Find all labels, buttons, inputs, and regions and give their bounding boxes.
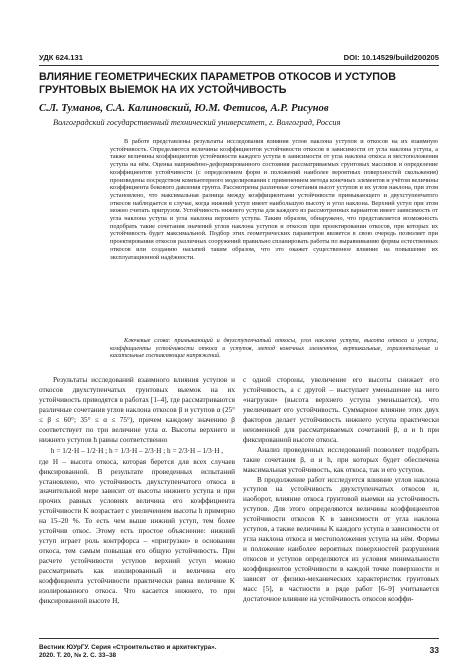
doi-code: DOI: 10.14529/build200205 (343, 53, 439, 62)
page-number: 33 (429, 645, 439, 655)
body-column-right (243, 376, 439, 605)
header-rule (39, 65, 439, 66)
abstract-paragraph: В работе представлены результаты исследования влияния углов наклона уступов и откосов на их взаимную устойчивость. Определяются величины коэффициентов устойчивости откосов в зависимости от угла наклона уступа, а также величины коэффициентов устойчивости каждого уступа в зависимости от угла наклона откоса и местоположения уступа на нём. Оценка напряжённо-деформированного состояния рассматриваемых грунтовых массивов и определение коэффициентов устойчивости (с определением форм и положений наиболее вероятных поверхностей скольжения) произведены посредством компьютерного моделирования с применением метода конечных элементов и учётом величины коэффициента бокового давления грунта. Рассмотрены различные сочетания высот уступов и их углов наклона, при этом установлено, что максимальная разница между коэффициентами устойчивости примыкающего и двухступенчатого откосов наблюдается в случае, когда нижний уступ имеет наибольшую высоту и угол наклона. Верхний уступ при этом можно считать пригрузом. Устойчивость нижнего уступа для каждого из рассмотренных вариантов имеет зависимость от угла наклона уступа и угла наклона верхнего уступа. Таким образом, обнаружено, что представляется возможность подобрать такие сочетания значений углов наклона уступов и откосов при проектировании откосов, при которых их устойчивость будет максимальной. Подбор этих геометрических параметров является в свою очередь позволяет при проектировании откосов различных сооружений правильно спланировать работы по выравниванию формы естественных откосов или созданию насыпей таким образом, что это окажет существенное влияние на повышение их эксплуатационной надёжности. (110, 138, 438, 261)
udk-code: УДК 624.131 (39, 53, 83, 62)
body-paragraph: В продолжение работ исследуется влияние углов наклона уступов на устойчивость двухступенчатых откосов и, наоборот, влияние откоса грунтовой выемки на устойчивость уступов. Для этого определяются величины коэффициентов устойчивости откосов K в зависимости от угла наклона уступов, а также величины K каждого уступа в зависимости от угла наклона откоса и местоположения уступа на нём. Формы и положение наиболее вероятных поверхностей разрушения откосов и уступов определяются из условия минимальности коэффициентов устойчивости в каждой точке поверхности и зависят от физико-механических характеристик грунтовых масс [5], в частности в ряде работ [6–9] учитывается достаточное влияние на устойчивость откосов коэффи- (243, 475, 439, 603)
journal-issue: 2020. Т. 20, № 2. С. 33–38 (39, 652, 117, 659)
body-paragraph: где H – высота откоса, которая берется для всех случаев фиксированной. В результате проведенных испытаний установлено, что устойчивость двухступенчатого откоса в значительной мере зависит от высоты нижнего уступа и при прочих равных условиях величина его коэффициента устойчивости K возрастает с увеличением высоты h примерно на 15–20 %. То есть чем выше нижний уступ, тем более устойчив откос. Этому есть простое объяснение: нижний уступ играет роль контрфорса – «пригрузки» в основании откоса, тем самым повышая его общую устойчивость. При расчете устойчивости уступов верхний уступ можно рассматривать как изолированный и величина его коэффициента устойчивости практически равна величине K изолированного откоса. Что касается нижнего, то при фиксированной высоте H, (39, 457, 235, 605)
keywords: Ключевые слова: примыкающий и двухступенчатый откосы, угол наклона уступа, высота откоса и уступа, коэффициенты устойчивости откоса и уступов, метод конечных элементов, вертикальные, горизонтальные и касательные составляющие напряжений. (110, 337, 438, 360)
formula: h = 1/2·H – 1/2·H ; h = 1/3·H – 2/3·H ; h = 2/3·H – 1/3·H , (50, 446, 224, 455)
body-paragraph: Анализ проведенных исследований позволяет подобрать такие сочетания β, α и h, при которых будет обеспечена максимальная устойчивость, как откоса, так и его уступов. (243, 445, 439, 474)
article-title: ВЛИЯНИЕ ГЕОМЕТРИЧЕСКИХ ПАРАМЕТРОВ ОТКОСОВ И УСТУПОВ ГРУНТОВЫХ ВЫЕМОК НА ИХ УСТОЙЧИВОСТЬ (39, 71, 396, 96)
authors: С.Л. Туманов, С.А. Калиновский, Ю.М. Фетисов, А.Р. Рисунов (39, 103, 329, 114)
body-column-left (39, 376, 235, 607)
affiliation: Волгоградский государственный технический университет, г. Волгоград, Россия (53, 118, 341, 127)
journal-name: Вестник ЮУрГУ. Серия «Строительство и архитектура». (39, 644, 217, 651)
abstract (110, 138, 438, 261)
journal-footer (39, 644, 217, 660)
footer-rule (39, 638, 439, 639)
body-paragraph: с одной стороны, увеличение его высоты снижает его устойчивость, а с другой – выступает уменьшение на него «нагрузки» (высота верхнего уступа уменьшается), что увеличивает его устойчивость. Суммарное влияние этих двух факторов делает устойчивость нижнего уступа практически неизменной для рассматриваемых сочетаний β, α и h при фиксированной высоте откоса. (243, 376, 439, 444)
body-paragraph: Результаты исследований взаимного влияния уступов и откосов двухступенчатых грунтовых выемок на их устойчивость приводятся в работах [1–4], где рассматриваются различные сочетания углов наклона откосов β и уступов α (25° ≤ β ≤ 60°; 35° ≤ α ≤ 75°), причем каждому значению β соответствует по три величине угла α. Высоты верхнего и нижнего уступов h равны соответственно (39, 376, 235, 444)
